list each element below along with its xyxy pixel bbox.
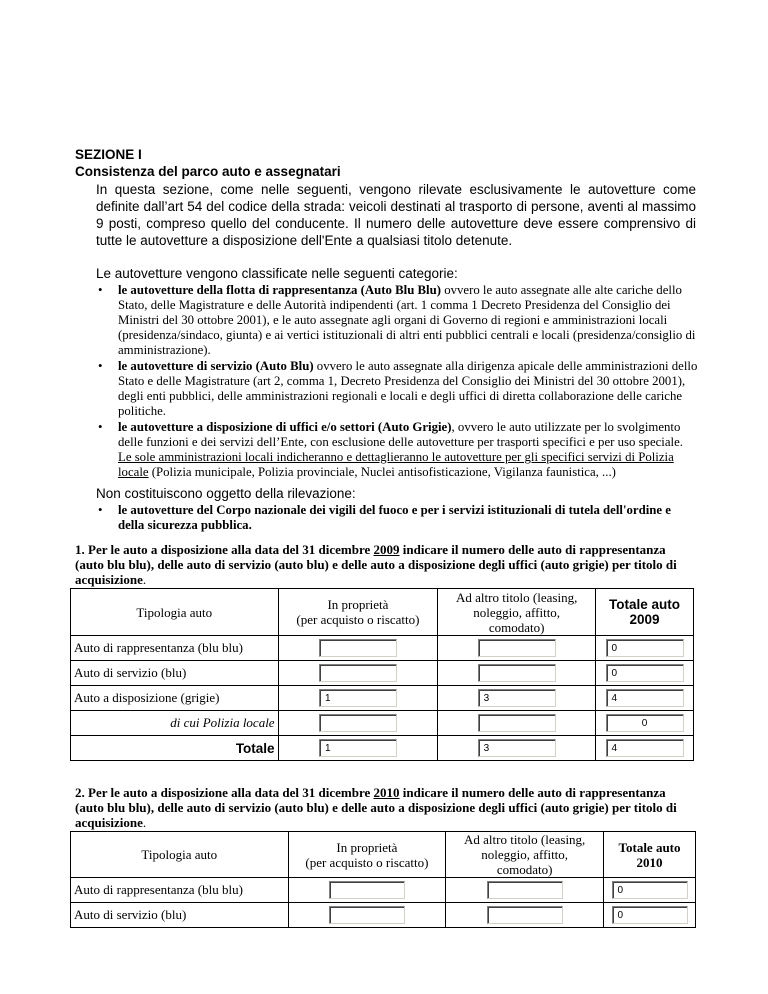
totale-field[interactable]: 0 <box>606 664 684 682</box>
question-text: 1. Per le auto a disposizione alla data del 31 dicembre <box>75 542 374 557</box>
proprieta-input[interactable]: 1 <box>319 689 397 707</box>
col-tipologia: Tipologia auto <box>71 589 279 636</box>
question-year: 2010 <box>373 785 400 800</box>
cell-totale <box>604 878 696 903</box>
exclusion-intro: Non costituiscono oggetto della rilevazione: <box>96 486 356 501</box>
totale-field[interactable]: 0 <box>612 906 688 924</box>
category-description: ovvero le auto assegnate alle alte cariche dello Stato, delle Magistrature e delle Autorità indipendenti (art. 1 comma 1 Decreto Presidenza del Consiglio dei Ministri del 30 ottobre 2001), e le auto assegnate agli organi di Governo di regioni e amministrazioni locali (presidenza/sindaco, giunta) e ai vertici istituzionali di altri enti pubblici centrali e locali (presidenza/consiglio di amministrazione). <box>118 283 696 357</box>
altro-titolo-input[interactable] <box>478 639 556 657</box>
row-label: Auto di rappresentanza (blu blu) <box>71 878 289 903</box>
col-proprieta <box>278 589 438 636</box>
cell-proprieta <box>288 903 446 928</box>
totale-total-field[interactable]: 4 <box>606 739 684 757</box>
col-totale <box>604 832 696 878</box>
col-altro-line1: Ad altro titolo (leasing, <box>464 832 586 847</box>
col-altro-titolo <box>438 589 596 636</box>
cell-totale <box>596 661 694 686</box>
col-proprieta-sub: (per acquisto o riscatto) <box>305 854 429 870</box>
category-description: , ovvero le auto utilizzate per lo svolgimento delle funzioni e dei servizi dell’Ente, con esclusione delle autovetture per trasporti specifici e per uso speciale. <box>118 420 683 449</box>
exclusion-list <box>96 503 698 533</box>
totale-field[interactable]: 4 <box>606 689 684 707</box>
category-description: ovvero le auto assegnate alla dirigenza apicale delle amministrazioni dello Stato e delle Magistrature (art 2, comma 1, Decreto Presidenza del Consiglio dei Ministri del 30 ottobre 2001), degli enti pubblici, delle amministrazioni regionali e locali e degli uffici di diretta collaborazione delle cariche politiche. <box>118 359 698 418</box>
col-altro-line1: Ad altro titolo (leasing, <box>456 589 578 605</box>
table-row <box>71 711 694 736</box>
col-totale-year: 2010 <box>636 854 663 870</box>
col-proprieta-label: In proprietà <box>327 597 389 612</box>
cell-totale <box>604 903 696 928</box>
category-note-underlined: Le sole amministrazioni locali indicheranno e dettaglieranno le autovetture per gli specifici servizi di Polizia locale <box>118 450 674 479</box>
row-label: Auto di servizio (blu) <box>71 661 279 686</box>
row-label-totale: Totale <box>71 736 279 761</box>
table-header-row <box>71 589 694 636</box>
proprieta-input[interactable] <box>329 906 405 924</box>
proprieta-input[interactable] <box>319 664 397 682</box>
exclusion-text: le autovetture del Corpo nazionale dei vigili del fuoco e per i servizi istituzionali di tutela dell'ordine e della sicurezza pubblica. <box>118 503 671 532</box>
row-label: Auto di rappresentanza (blu blu) <box>71 636 279 661</box>
col-altro-line3: comodato) <box>488 619 545 635</box>
question-end: . <box>142 815 147 830</box>
col-totale-year: 2009 <box>629 612 660 627</box>
col-altro-line2: noleggio, affitto, <box>473 604 561 620</box>
col-altro-line3: comodato) <box>496 862 553 877</box>
question-text: 2. Per le auto a disposizione alla data del 31 dicembre <box>75 785 374 800</box>
col-proprieta-sub: (per acquisto o riscatto) <box>296 612 420 627</box>
col-totale-label: Totale auto <box>609 597 681 612</box>
cell-proprieta <box>288 878 446 903</box>
table-row <box>71 903 696 928</box>
row-label: Auto a disposizione (grigie) <box>71 686 279 711</box>
altro-titolo-input[interactable] <box>478 714 556 732</box>
cell-proprieta <box>278 636 438 661</box>
cell-altro <box>438 711 596 736</box>
col-altro-titolo <box>446 832 604 878</box>
category-item <box>96 359 698 419</box>
col-altro-line2: noleggio, affitto, <box>481 847 569 862</box>
row-label-polizia: di cui Polizia locale <box>71 711 279 736</box>
section-subtitle: Consistenza del parco auto e assegnatari <box>75 164 341 179</box>
cell-altro <box>438 736 596 761</box>
question-1 <box>75 542 695 587</box>
cell-proprieta <box>278 661 438 686</box>
cell-altro <box>446 878 604 903</box>
table-2010 <box>70 831 696 928</box>
col-proprieta <box>288 832 446 878</box>
table-row <box>71 636 694 661</box>
cell-totale <box>596 686 694 711</box>
totale-field[interactable]: 0 <box>606 714 684 732</box>
proprieta-input[interactable] <box>329 881 405 899</box>
col-totale-label: Totale auto <box>618 839 681 855</box>
col-tipologia: Tipologia auto <box>71 832 289 878</box>
question-year: 2009 <box>373 542 400 557</box>
altro-titolo-input[interactable] <box>478 664 556 682</box>
category-item <box>96 283 698 358</box>
cell-proprieta <box>278 686 438 711</box>
col-proprieta-label: In proprietà <box>336 839 398 855</box>
bullet-icon: • <box>98 420 103 434</box>
categories-list <box>96 283 698 481</box>
question-text-cont: indicare il numero delle auto di rappresentanza (auto blu blu), delle auto di servizio (auto blu) e delle auto a disposizione degli uffici (auto grigie) per titolo di acquisizione <box>75 785 677 830</box>
category-note-tail: (Polizia municipale, Polizia provinciale, Nuclei antisofisticazione, Vigilanza faunistica, ...) <box>148 465 616 479</box>
altro-titolo-input[interactable] <box>487 881 563 899</box>
category-name: le autovetture di servizio (Auto Blu) <box>118 359 314 373</box>
cell-totale <box>596 636 694 661</box>
category-item <box>96 420 698 480</box>
question-end: . <box>142 572 147 587</box>
category-name: le autovetture a disposizione di uffici e/o settori (Auto Grigie) <box>118 420 452 434</box>
section-title: SEZIONE I <box>75 147 142 162</box>
altro-titolo-total-field[interactable]: 3 <box>478 739 556 757</box>
cell-altro <box>438 686 596 711</box>
cell-altro <box>438 636 596 661</box>
totale-field[interactable]: 0 <box>612 881 688 899</box>
question-text-cont: indicare il numero delle auto di rappresentanza (auto blu blu), delle auto di servizio (auto blu) e delle auto a disposizione degli uffici (auto grigie) per titolo di acquisizione <box>75 542 677 587</box>
proprieta-total-field[interactable]: 1 <box>319 739 397 757</box>
table-row <box>71 878 696 903</box>
question-2 <box>75 785 695 830</box>
bullet-icon: • <box>98 503 103 517</box>
cell-proprieta <box>278 736 438 761</box>
bullet-icon: • <box>98 359 103 373</box>
exclusion-item <box>96 503 698 533</box>
bullet-icon: • <box>98 283 103 297</box>
category-name: le autovetture della flotta di rappresentanza (Auto Blu Blu) <box>118 283 441 297</box>
cell-altro <box>446 903 604 928</box>
altro-titolo-input[interactable]: 3 <box>478 689 556 707</box>
altro-titolo-input[interactable] <box>487 906 563 924</box>
section-intro: In questa sezione, come nelle seguenti, vengono rilevate esclusivamente le autovetture come definite dall’art 54 del codice della strada: veicoli destinati al trasporto di persone, aventi al massimo 9 posti, compreso quello del conducente. Il numero delle autovetture deve essere comprensivo di tutte le autovetture a disposizione dell'Ente a qualsiasi titolo detenute. <box>96 182 696 248</box>
table-row-total <box>71 736 694 761</box>
table-row <box>71 686 694 711</box>
table-row <box>71 661 694 686</box>
totale-field[interactable]: 0 <box>606 639 684 657</box>
proprieta-input[interactable] <box>319 714 397 732</box>
cell-totale <box>596 711 694 736</box>
categories-intro: Le autovetture vengono classificate nelle seguenti categorie: <box>96 266 458 281</box>
cell-proprieta <box>278 711 438 736</box>
cell-totale <box>596 736 694 761</box>
row-label: Auto di servizio (blu) <box>71 903 289 928</box>
table-2009 <box>70 588 694 761</box>
proprieta-input[interactable] <box>319 639 397 657</box>
table-header-row <box>71 832 696 878</box>
col-totale <box>596 589 694 636</box>
cell-altro <box>438 661 596 686</box>
